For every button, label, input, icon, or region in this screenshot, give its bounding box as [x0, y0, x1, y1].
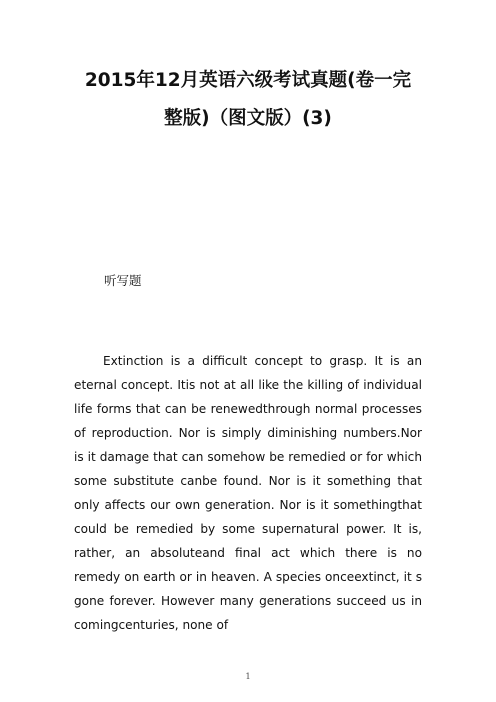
section-label-dictation: 听写题 [104, 273, 142, 288]
page-number: 1 [245, 672, 251, 681]
passage-paragraph: Extinction is a difficult concept to grasp. It is an eternal concept. Itis not at all like the killing of individual life forms that can be renewedthrough normal processes of reproduction. Nor is simply diminishing numbers.Nor is it damage that can somehow be remedied or for which some substitute canbe found. Nor is it something that only affects our own generation. Nor is it somethingthat could be remedied by some supernatural power. It is, rather, an absoluteand final act which there is no remedy on earth or in heaven. A species onceextinct, it s gone forever. However many generations succeed us in comingcenturies, none of [74, 354, 422, 632]
document-title-line-2: 整版)（图文版）(3) [164, 108, 332, 129]
document-title-line-1: 2015年12月英语六级考试真题(卷一完 [84, 70, 412, 91]
